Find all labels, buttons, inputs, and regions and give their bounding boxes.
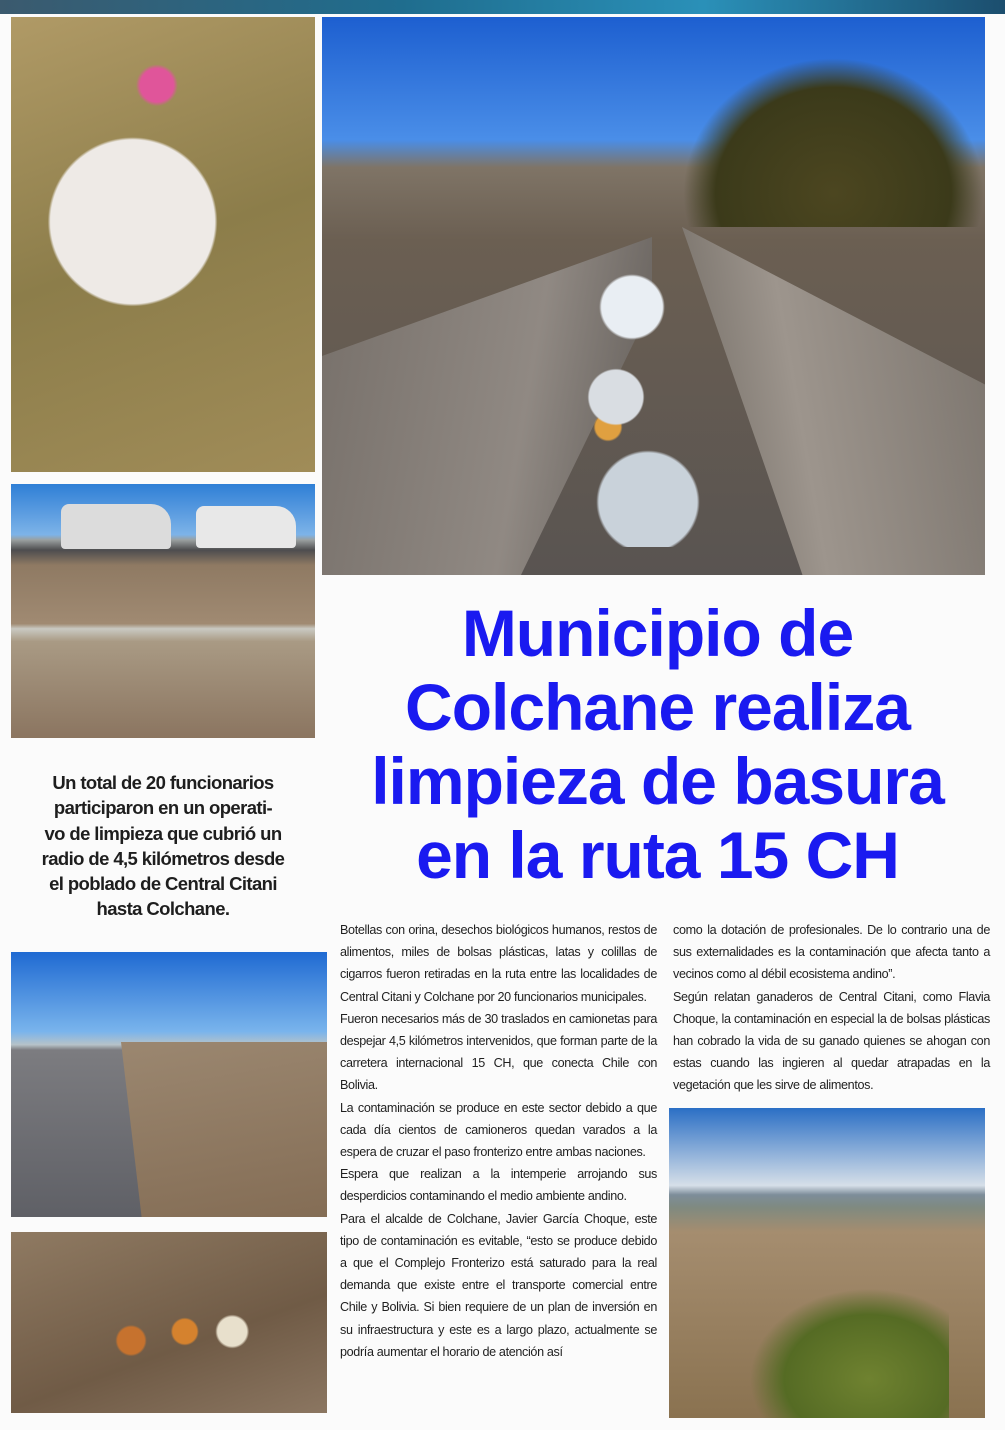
paragraph: Fueron necesarios más de 30 traslados en camionetas para despejar 4,5 kilómetros intervenidos, que forman parte de la carretera internacional 15 CH, que conecta Chile con Bolivia. <box>340 1011 657 1093</box>
article-column-2 <box>673 919 990 1097</box>
caption-line: el poblado de Central Citani <box>49 873 277 895</box>
photo-highway <box>11 952 327 1217</box>
headline-line: limpieza de basura <box>371 744 944 818</box>
photo-trash-in-ditch <box>322 17 985 575</box>
photo-caption <box>13 770 313 922</box>
headline-line: Municipio de <box>461 596 854 670</box>
headline-line: Colchane realiza <box>405 670 910 744</box>
caption-line: vo de limpieza que cubrió un <box>44 822 282 844</box>
paragraph: Espera que realizan a la intemperie arrojando sus desperdicios contaminando el medio ambiente andino. <box>340 1167 657 1204</box>
caption-line: radio de 4,5 kilómetros desde <box>41 847 285 869</box>
paragraph: Botellas con orina, desechos biológicos humanos, restos de alimentos, miles de bolsas plásticas, latas y colillas de cigarros fueron retiradas en la ruta entre las localidades de Central Citani y Colchane por 20 funcionarios municipales. <box>340 923 657 1004</box>
paragraph: Según relatan ganaderos de Central Citani, como Flavia Choque, la contaminación en especial la de bolsas plásticas han cobrado la vida de su ganado quienes se ahogan con estas cuando las ingieren al quedar atrapadas en la vegetación que les sirve de alimentos. <box>673 989 990 1093</box>
photo-bottles <box>11 1232 327 1413</box>
bush-shape <box>682 57 985 227</box>
headline-line: en la ruta 15 CH <box>416 818 899 892</box>
article-column-1 <box>340 919 657 1363</box>
paragraph: Para el alcalde de Colchane, Javier García Choque, este tipo de contaminación es evitable, “esto se produce debido a que el Complejo Fronterizo está saturado para la real demanda que existe entre el transporte comercial entre Chile y Bolivia. Si bien requiere de un plan de inversión en su infraestructura y este es a largo plazo, actualmente se podría aumentar el horario de atención así <box>340 1211 657 1359</box>
photo-dead-llama <box>11 17 315 472</box>
caption-line: Un total de 20 funcionarios <box>52 772 274 793</box>
caption-line: participaron en un operati- <box>53 797 273 819</box>
paragraph: como la dotación de profesionales. De lo contrario una de sus externalidades es la contaminación que afecta tanto a vecinos como al débil ecosistema andino”. <box>673 923 990 982</box>
caption-line: hasta Colchane. <box>96 898 230 920</box>
trash-pile <box>552 247 712 547</box>
photo-worker-roadside <box>669 1108 985 1418</box>
page-header-bar <box>0 0 1005 14</box>
paragraph: La contaminación se produce en este sector debido a que cada día cientos de camioneros quedan varados a la espera de cruzar el paso fronterizo entre ambas naciones. <box>340 1100 657 1160</box>
photo-vans-workers <box>11 484 315 738</box>
headline <box>330 596 985 892</box>
